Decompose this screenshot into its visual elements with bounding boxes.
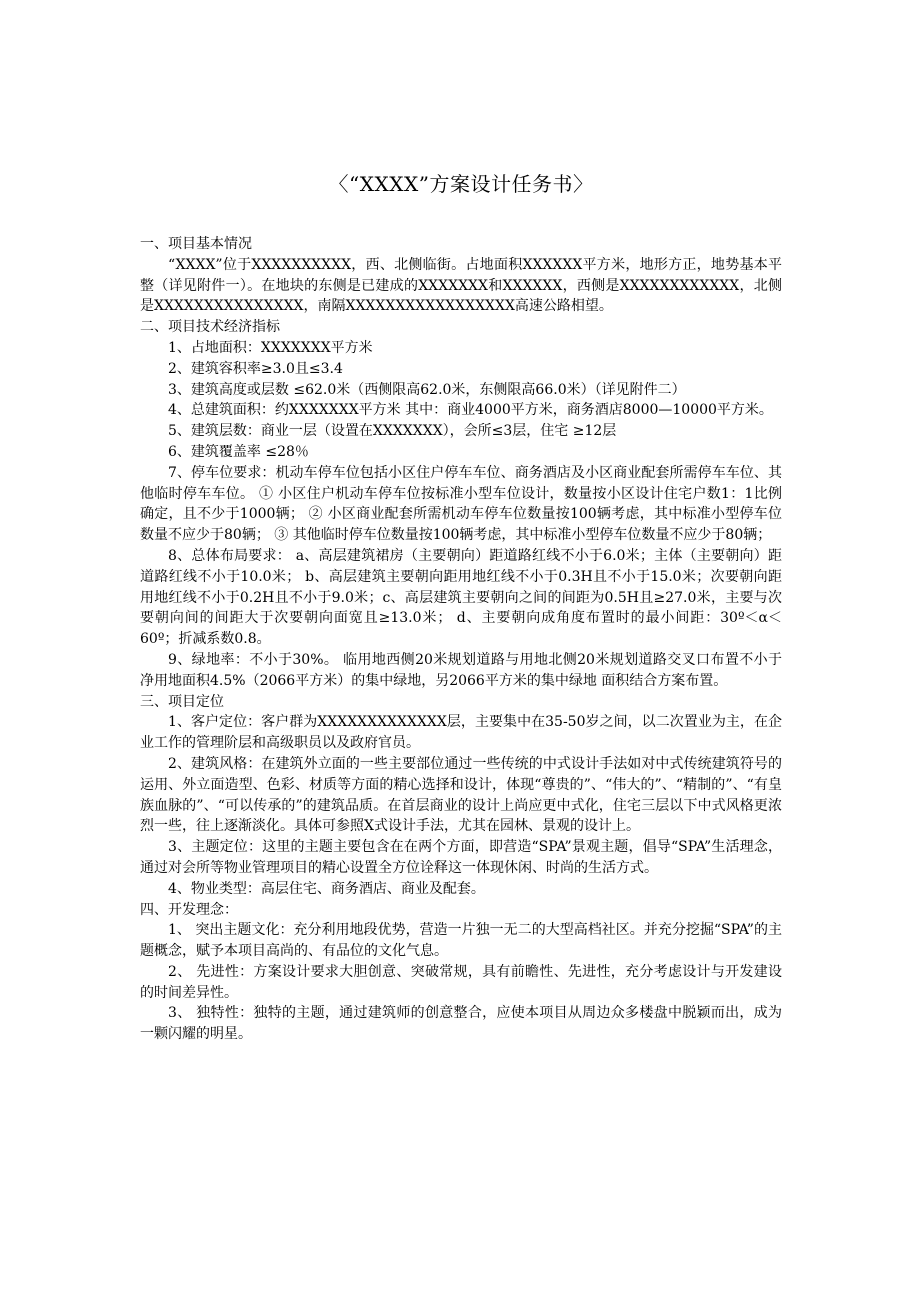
paragraph: 3、建筑高度或层数 ≤62.0米（西侧限高62.0米，东侧限高66.0米）（详见附件二）	[168, 381, 686, 398]
paragraph: 5、建筑层数：商业一层（设置在XXXXXXX），会所≤3层，住宅 ≥12层	[168, 423, 617, 440]
section-heading: 一、项目基本情况	[140, 236, 252, 252]
paragraph: 2、建筑容积率≥3.0且≤3.4	[168, 360, 343, 377]
document-page	[140, 0, 782, 1045]
section-development-concept	[140, 900, 782, 1046]
paragraph: 7、停车位要求：机动车停车位包括小区住户停车车位、商务酒店及小区商业配套所需停车车位、其他临时停车车位。 ① 小区住户机动车停车位按标准小型车位设计，数量按小区设计住宅户数1：1比例确定，且不少于1000辆； ② 小区商业配套所需机动车停车位数量按100辆考虑，其中标准小型停车位数量不应少于80辆； ③ 其他临时停车位数量按100辆考虑，其中标准小型停车位数量不应少于80辆；	[140, 464, 782, 544]
section-basic-info	[140, 234, 782, 317]
paragraph: 1、 突出主题文化：充分利用地段优势，营造一片独一无二的大型高档社区。并充分挖掘“SPA”的主题概念，赋予本项目高尚的、有品位的文化气息。	[140, 922, 782, 960]
section-positioning	[140, 692, 782, 900]
section-heading: 二、项目技术经济指标	[140, 319, 280, 336]
paragraph: “XXXX”位于XXXXXXXXXX，西、北侧临街。占地面积XXXXXX平方米，地形方正，地势基本平整（详见附件一）。在地块的东侧是已建成的XXXXXXX和XXXXXX，西侧是XXXXXXXXXXXX，北侧是XXXXXXXXXXXXXXX，南隔XXXXXXXXXXXXXXXXX高速公路相望。	[140, 256, 782, 315]
paragraph: 6、建筑覆盖率 ≤28％	[168, 443, 309, 460]
section-heading: 四、开发理念：	[140, 901, 238, 918]
paragraph: 3、主题定位：这里的主题主要包含在在两个方面，即营造“SPA”景观主题，倡导“SPA”生活理念，通过对会所等物业管理项目的精心设置全方位诠释这一体现休闲、时尚的生活方式。	[140, 839, 782, 876]
section-heading: 三、项目定位	[140, 693, 224, 710]
paragraph: 4、总建筑面积：约XXXXXXX平方米 其中：商业4000平方米，商务酒店8000—10000平方米。	[168, 402, 773, 419]
document-title: 〈“XXXX”方案设计任务书〉	[328, 172, 594, 196]
paragraph: 1、客户定位：客户群为XXXXXXXXXXXXX层，主要集中在35-50岁之间，以二次置业为主，在企业工作的管理阶层和高级职员以及政府官员。	[140, 714, 782, 752]
paragraph: 2、 先进性：方案设计要求大胆创意、突破常规，具有前瞻性、先进性，充分考虑设计与开发建设的时间差异性。	[140, 963, 782, 1001]
paragraph: 8、总体布局要求： a、高层建筑裙房（主要朝向）距道路红线不小于6.0米；主体（主要朝向）距道路红线不小于10.0米； b、高层建筑主要朝向距用地红线不小于0.3H且不小于15.0米；次要朝向距用地红线不小于0.2H且不小于9.0米；c、高层建筑主要朝向之间的间距为0.5H且≥27.0米，主要与次要朝向间的间距大于次要朝向面宽且≥13.0米； d、主要朝向成角度布置时的最小间距：30º＜α＜60º；折减系数0.8。	[140, 547, 782, 648]
paragraph: 1、占地面积：XXXXXXX平方米	[168, 339, 373, 356]
paragraph: 4、物业类型：高层住宅、商务酒店、商业及配套。	[168, 880, 485, 897]
paragraph: 9、绿地率：不小于30%。 临用地西侧20米规划道路与用地北侧20米规划道路交叉口布置不小于 净用地面积4.5%（2066平方米）的集中绿地，另2066平方米的集中绿地 面积结合方案布置。	[140, 651, 782, 689]
paragraph: 2、建筑风格：在建筑外立面的一些主要部位通过一些传统的中式设计手法如对中式传统建筑符号的运用、外立面造型、色彩、材质等方面的精心选择和设计，体现“尊贵的”、“伟大的”、“精制的”、“有皇族血脉的”、“可以传承的”的建筑品质。在首层商业的设计上尚应更中式化，住宅三层以下中式风格更浓烈一些，往上逐渐淡化。具体可参照X式设计手法，尤其在园林、景观的设计上。	[140, 755, 782, 835]
paragraph: 3、 独特性：独特的主题，通过建筑师的创意整合，应使本项目从周边众多楼盘中脱颖而出，成为一颗闪耀的明星。	[140, 1005, 782, 1043]
section-technical-indicators	[140, 317, 782, 691]
